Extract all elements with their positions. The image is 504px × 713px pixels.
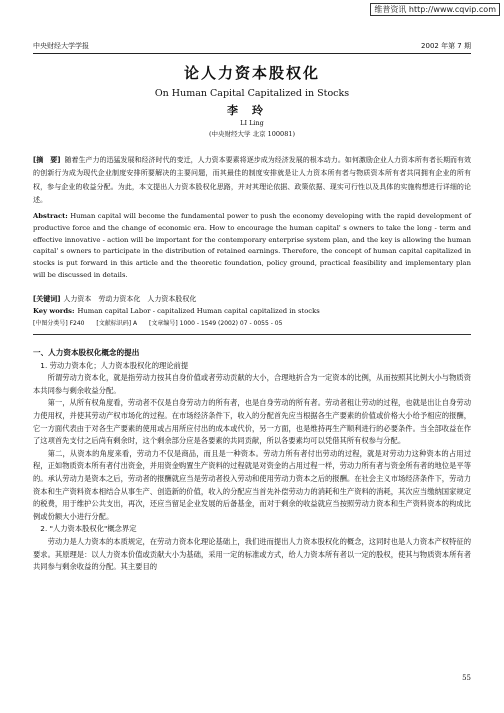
journal-name: 中央财经大学学报 bbox=[33, 42, 89, 50]
author-name-english: LI Ling bbox=[240, 119, 264, 127]
subsection-heading: 2. "人力资本股权化"概念界定 bbox=[40, 524, 137, 534]
author-affiliation: (中央财经大学 北京 100081) bbox=[208, 130, 296, 138]
keywords-chinese bbox=[33, 294, 471, 305]
article-body bbox=[33, 347, 471, 574]
article-title: 论人力资本股权化 bbox=[183, 64, 320, 82]
body-paragraph: 第二，从资本的角度来看，劳动力不仅是商品，而且是一种资本。劳动力所有者付出劳动的过程，就是对劳动力这种资本的占用过程，正如物质资本所有者付出资金，并用资金购置生产资料的过程就是对资金的占用过程一样，劳动力所有者与资金所有者的地位是平等的。承认劳动力是资本之后，劳动者的报酬就应当是劳动者投入劳动和使用劳动力资本之后的报酬。在社会主义市场经济条件下，劳动力资本和生产资料资本相结合从事生产、创造新的价值，收入的分配应当首先补偿劳动力的消耗和生产资料的消耗，其次应当缴纳国家规定的税费，用于维护公共支出，再次，还应当留足企业发展的后备基金，而对于剩余的收益就应当按照劳动力资本和生产资料资本的构成比例或份额大小进行分配。 bbox=[33, 448, 471, 521]
abstract-english-label: Abstract: bbox=[33, 212, 68, 220]
section-divider bbox=[33, 334, 471, 335]
keywords-english-label: Key words: bbox=[33, 307, 75, 315]
classification-line bbox=[33, 318, 471, 329]
abstract-text: 随着生产力的迅猛发展和经济时代的变迁，人力资本要素将逐步成为经济发展的根本动力。如何激励企业人力资本所有者长期而有效的创新行为成为现代企业制度安排所要解决的主要问题，而其最佳的制度安排就是让人力资本所有者与物质资本所有者共同拥有企业的所有权，参与企业的收益分配。为此，本文提出人力资本股权化思路，并对其理论依据、政策依据、现实可行性以及具体的实施构想进行详细的论述。 bbox=[33, 156, 471, 205]
source-watermark[interactable]: 维普资讯 http://www.cqvip.com bbox=[370, 3, 500, 16]
keywords-english-text: Human capital Labor - capitalized Human capital capitalized in stocks bbox=[77, 307, 320, 315]
keywords-label: [关键词] bbox=[33, 295, 61, 303]
abstract-chinese bbox=[33, 154, 471, 208]
article-title-english: On Human Capital Capitalized in Stocks bbox=[154, 88, 350, 99]
running-header bbox=[33, 40, 471, 52]
section-heading: 一、人力资本股权化概念的提出 bbox=[33, 348, 140, 357]
author-name: 李玲 bbox=[227, 104, 277, 117]
page-number: 55 bbox=[462, 674, 471, 682]
header-divider bbox=[33, 53, 471, 54]
abstract-label: [摘 要] bbox=[33, 156, 61, 164]
abstract-english bbox=[33, 211, 471, 282]
keywords-english bbox=[33, 306, 471, 317]
clc-code: [中图分类号] F240 bbox=[33, 320, 85, 327]
body-paragraph: 劳动力是人力资本的本质规定，在劳动力资本化理论基础上，我们进而提出人力资本股权化的概念，这同时也是人力资本产权特征的要求。其原理是：以人力资本价值或贡献大小为基础，采用一定的标准或方式，给人力资本所有者以一定的股权，使其与物质资本所有者共同参与剩余收益的分配。其主要目的 bbox=[33, 536, 471, 572]
issue-number: 2002 年第 7 期 bbox=[421, 42, 471, 50]
body-paragraph: 第一，从所有权角度看，劳动者不仅是自身劳动力的所有者，也是自身劳动的所有者。劳动者租让劳动的过程，也就是出让自身劳动力使用权，并使其劳动产权市场化的过程。在市场经济条件下，收入的分配首先应当根据各生产要素的价值或价格大小给予相应的报酬，它一方面代表由于对各生产要素的使用或占用所应付出的成本或代价，另一方面，也是维持再生产顺利进行的必要条件。当全部收益在作了这项首先支付之后尚有剩余时，这个剩余部分应是各要素的共同贡献，所以各要素均可以凭借其所有权参与分配。 bbox=[33, 398, 471, 446]
keywords-text: 人力资本 劳动力资本化 人力资本股权化 bbox=[63, 295, 197, 303]
subsection-heading: 1. 劳动力资本化；人力资本股权化的理论前提 bbox=[40, 360, 189, 370]
article-number: [文章编号] 1000 - 1549 (2002) 07 - 0055 - 05 bbox=[149, 320, 283, 327]
document-code: [文献标识码] A bbox=[96, 320, 138, 327]
abstract-english-text: Human capital will become the fundamental power to push the economy developing with the rapid development of productive force and the change of economic era. How to encourage the human capital' s owners to take the long - term and effective innovative - action will be important for the contemporary enterprise system plan, and the key is allowing the human capital' s owners to participate in the distribution of retained earnings. Therefore, the concept of human capital capitalized in stocks is put forward in this article and the theoretic foundation, policy ground, practical feasibility and implementary plan will be discussed in details. bbox=[33, 212, 471, 279]
body-paragraph: 所谓劳动力资本化，就是指劳动力按其自身价值或者劳动贡献的大小，合理地折合为一定资本的比例，从而按照其比例大小与物质资本共同参与剩余收益分配。 bbox=[33, 373, 471, 395]
